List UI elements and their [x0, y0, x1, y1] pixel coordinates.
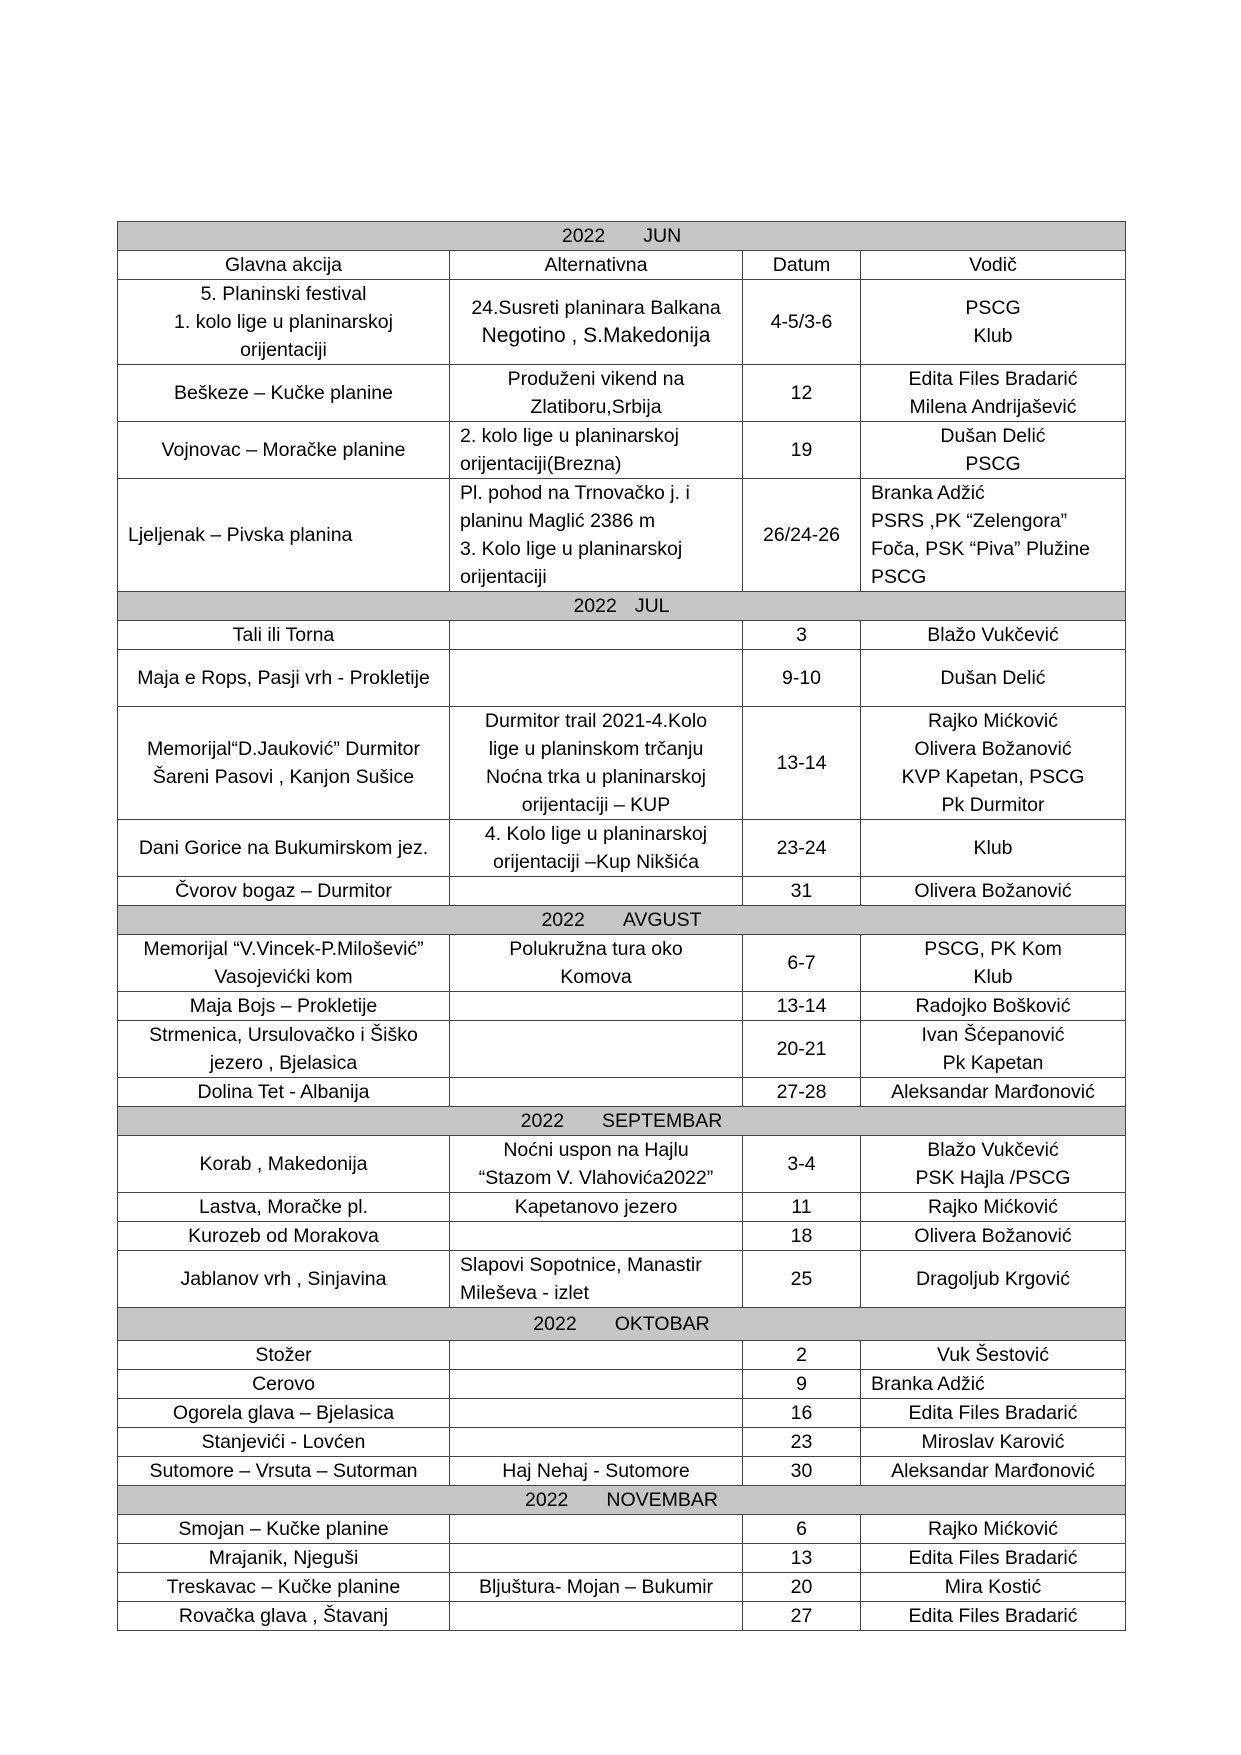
- date: 23-24: [743, 820, 861, 877]
- guide: Edita Files Bradarić Milena Andrijašević: [861, 365, 1126, 422]
- alt-activity: Pl. pohod na Trnovačko j. i planinu Maglić 2386 m 3. Kolo lige u planinarskoj orijentaciji: [450, 479, 743, 592]
- main-activity: Strmenica, Ursulovačko i Šiško jezero , Bjelasica: [118, 1021, 450, 1078]
- guide: Vuk Šestović: [861, 1341, 1126, 1370]
- date: 4-5/3-6: [743, 280, 861, 365]
- guide: Rajko Mićković: [861, 1515, 1126, 1544]
- alt-activity: Durmitor trail 2021-4.Kolo lige u planinskom trčanju Noćna trka u planinarskoj orijentaciji – KUP: [450, 707, 743, 820]
- guide: Blažo Vukčević PSK Hajla /PSCG: [861, 1136, 1126, 1193]
- main-activity: Vojnovac – Moračke planine: [118, 422, 450, 479]
- main-activity: Memorijal “V.Vincek-P.Milošević” Vasojevićki kom: [118, 935, 450, 992]
- main-activity: Stanjevići - Lovćen: [118, 1428, 450, 1457]
- alt-activity: Slapovi Sopotnice, Manastir Mileševa - izlet: [450, 1251, 743, 1308]
- date: 9: [743, 1370, 861, 1399]
- month-row-septembar: [118, 1107, 1126, 1136]
- alt-activity: 4. Kolo lige u planinarskoj orijentaciji –Kup Nikšića: [450, 820, 743, 877]
- table-row: [118, 280, 1126, 365]
- alt-activity: Noćni uspon na Hajlu “Stazom V. Vlahovića2022”: [450, 1136, 743, 1193]
- guide: Olivera Božanović: [861, 1222, 1126, 1251]
- main-activity: Stožer: [118, 1341, 450, 1370]
- table-row: [118, 1370, 1126, 1399]
- guide: Blažo Vukčević: [861, 621, 1126, 650]
- guide: Ivan Šćepanović Pk Kapetan: [861, 1021, 1126, 1078]
- date: 9-10: [743, 650, 861, 707]
- main-activity: Smojan – Kučke planine: [118, 1515, 450, 1544]
- main-activity: 5. Planinski festival 1. kolo lige u planinarskoj orijentaciji: [118, 280, 450, 365]
- date: 23: [743, 1428, 861, 1457]
- date: 12: [743, 365, 861, 422]
- month-row-jul: [118, 592, 1126, 621]
- guide: Dragoljub Krgović: [861, 1251, 1126, 1308]
- date: 19: [743, 422, 861, 479]
- table-row: [118, 621, 1126, 650]
- alt-activity: [450, 1428, 743, 1457]
- table-row: [118, 479, 1126, 592]
- table-row: [118, 1457, 1126, 1486]
- table-row: [118, 1428, 1126, 1457]
- main-activity: Čvorov bogaz – Durmitor: [118, 877, 450, 906]
- date: 16: [743, 1399, 861, 1428]
- guide: Rajko Mićković Olivera Božanović KVP Kapetan, PSCG Pk Durmitor: [861, 707, 1126, 820]
- date: 11: [743, 1193, 861, 1222]
- table-row: [118, 1021, 1126, 1078]
- month-row-oktobar: [118, 1308, 1126, 1341]
- main-activity: Jablanov vrh , Sinjavina: [118, 1251, 450, 1308]
- table-row: [118, 1193, 1126, 1222]
- alt-activity: Bljuštura- Mojan – Bukumir: [450, 1573, 743, 1602]
- date: 25: [743, 1251, 861, 1308]
- guide: Aleksandar Marđonović: [861, 1078, 1126, 1107]
- guide: Aleksandar Marđonović: [861, 1457, 1126, 1486]
- date: 13-14: [743, 992, 861, 1021]
- date: 13-14: [743, 707, 861, 820]
- table-row: [118, 1573, 1126, 1602]
- table-row: [118, 707, 1126, 820]
- main-activity: Cerovo: [118, 1370, 450, 1399]
- date: 20-21: [743, 1021, 861, 1078]
- alt-activity: [450, 650, 743, 707]
- alt-activity: [450, 992, 743, 1021]
- table-row: [118, 935, 1126, 992]
- alt-activity: Polukružna tura oko Komova: [450, 935, 743, 992]
- alt-activity: 2. kolo lige u planinarskoj orijentaciji(Brezna): [450, 422, 743, 479]
- table-row: [118, 1222, 1126, 1251]
- guide: Dušan Delić PSCG: [861, 422, 1126, 479]
- main-activity: Memorijal“D.Jauković” Durmitor Šareni Pasovi , Kanjon Sušice: [118, 707, 450, 820]
- alt-activity: [450, 1602, 743, 1631]
- main-activity: Rovačka glava , Štavanj: [118, 1602, 450, 1631]
- alt-activity: [450, 1078, 743, 1107]
- main-activity: Sutomore – Vrsuta – Sutorman: [118, 1457, 450, 1486]
- guide: Edita Files Bradarić: [861, 1602, 1126, 1631]
- table-row: [118, 1399, 1126, 1428]
- guide: Klub: [861, 820, 1126, 877]
- guide: Branka Adžić: [861, 1370, 1126, 1399]
- table-row: [118, 992, 1126, 1021]
- date: 6-7: [743, 935, 861, 992]
- month-year: 2022: [525, 1489, 569, 1511]
- header-alt: Alternativna: [450, 251, 743, 280]
- alt-activity: [450, 1222, 743, 1251]
- table-row: [118, 1602, 1126, 1631]
- date: 3: [743, 621, 861, 650]
- table-row: [118, 650, 1126, 707]
- activity-schedule-table: [117, 221, 1126, 1631]
- month-year: 2022: [541, 909, 585, 931]
- month-row-jun: [118, 222, 1126, 251]
- date: 26/24-26: [743, 479, 861, 592]
- guide: Edita Files Bradarić: [861, 1399, 1126, 1428]
- month-name: AVGUST: [622, 909, 702, 931]
- date: 30: [743, 1457, 861, 1486]
- table-row: [118, 820, 1126, 877]
- main-activity: Treskavac – Kučke planine: [118, 1573, 450, 1602]
- main-activity: Dolina Tet - Albanija: [118, 1078, 450, 1107]
- table-row: [118, 1341, 1126, 1370]
- main-activity: Dani Gorice na Bukumirskom jez.: [118, 820, 450, 877]
- main-activity: Korab , Makedonija: [118, 1136, 450, 1193]
- alt-activity: [450, 1370, 743, 1399]
- month-year: 2022: [561, 225, 606, 247]
- table-row: [118, 1515, 1126, 1544]
- date: 2: [743, 1341, 861, 1370]
- guide: Branka Adžić PSRS ,PK “Zelengora” Foča, PSK “Piva” Plužine PSCG: [861, 479, 1126, 592]
- date: 3-4: [743, 1136, 861, 1193]
- guide: Rajko Mićković: [861, 1193, 1126, 1222]
- main-activity: Lastva, Moračke pl.: [118, 1193, 450, 1222]
- guide: Dušan Delić: [861, 650, 1126, 707]
- alt-activity: Haj Nehaj - Sutomore: [450, 1457, 743, 1486]
- month-row-novembar: [118, 1486, 1126, 1515]
- month-name: JUL: [634, 595, 670, 617]
- guide: PSCG, PK Kom Klub: [861, 935, 1126, 992]
- alt-activity: [450, 1021, 743, 1078]
- month-name: NOVEMBAR: [606, 1489, 718, 1511]
- header-main: Glavna akcija: [118, 251, 450, 280]
- date: 13: [743, 1544, 861, 1573]
- month-year: 2022: [533, 1313, 577, 1335]
- month-name: OKTOBAR: [614, 1313, 710, 1335]
- alt-activity: Kapetanovo jezero: [450, 1193, 743, 1222]
- month-name: SEPTEMBAR: [602, 1110, 723, 1132]
- date: 27: [743, 1602, 861, 1631]
- table-row: [118, 422, 1126, 479]
- header-guide: Vodič: [861, 251, 1126, 280]
- main-activity: Ljeljenak – Pivska planina: [118, 479, 450, 592]
- main-activity: Kurozeb od Morakova: [118, 1222, 450, 1251]
- guide: Mira Kostić: [861, 1573, 1126, 1602]
- date: 6: [743, 1515, 861, 1544]
- guide: PSCG Klub: [861, 280, 1126, 365]
- month-year: 2022: [573, 595, 617, 617]
- table-row: [118, 1078, 1126, 1107]
- alt-activity: Produženi vikend na Zlatiboru,Srbija: [450, 365, 743, 422]
- guide: Olivera Božanović: [861, 877, 1126, 906]
- alt-activity: [450, 1399, 743, 1428]
- alt-activity: [450, 621, 743, 650]
- main-activity: Beškeze – Kučke planine: [118, 365, 450, 422]
- alt-activity: 24.Susreti planinara Balkana Negotino , S.Makedonija: [450, 280, 743, 365]
- guide: Miroslav Karović: [861, 1428, 1126, 1457]
- table-row: [118, 365, 1126, 422]
- date: 18: [743, 1222, 861, 1251]
- table-row: [118, 877, 1126, 906]
- header-date: Datum: [743, 251, 861, 280]
- main-activity: Ogorela glava – Bjelasica: [118, 1399, 450, 1428]
- date: 20: [743, 1573, 861, 1602]
- main-activity: Maja e Rops, Pasji vrh - Prokletije: [118, 650, 450, 707]
- column-header-row: [118, 251, 1126, 280]
- main-activity: Maja Bojs – Prokletije: [118, 992, 450, 1021]
- alt-activity: [450, 1515, 743, 1544]
- alt-activity: [450, 1341, 743, 1370]
- guide: Edita Files Bradarić: [861, 1544, 1126, 1573]
- table-row: [118, 1136, 1126, 1193]
- table-row: [118, 1544, 1126, 1573]
- month-name: JUN: [643, 225, 682, 247]
- month-year: 2022: [520, 1110, 565, 1132]
- date: 31: [743, 877, 861, 906]
- table-row: [118, 1251, 1126, 1308]
- alt-activity: [450, 1544, 743, 1573]
- alt-activity: [450, 877, 743, 906]
- main-activity: Mrajanik, Njeguši: [118, 1544, 450, 1573]
- guide: Radojko Bošković: [861, 992, 1126, 1021]
- main-activity: Tali ili Torna: [118, 621, 450, 650]
- date: 27-28: [743, 1078, 861, 1107]
- month-row-avgust: [118, 906, 1126, 935]
